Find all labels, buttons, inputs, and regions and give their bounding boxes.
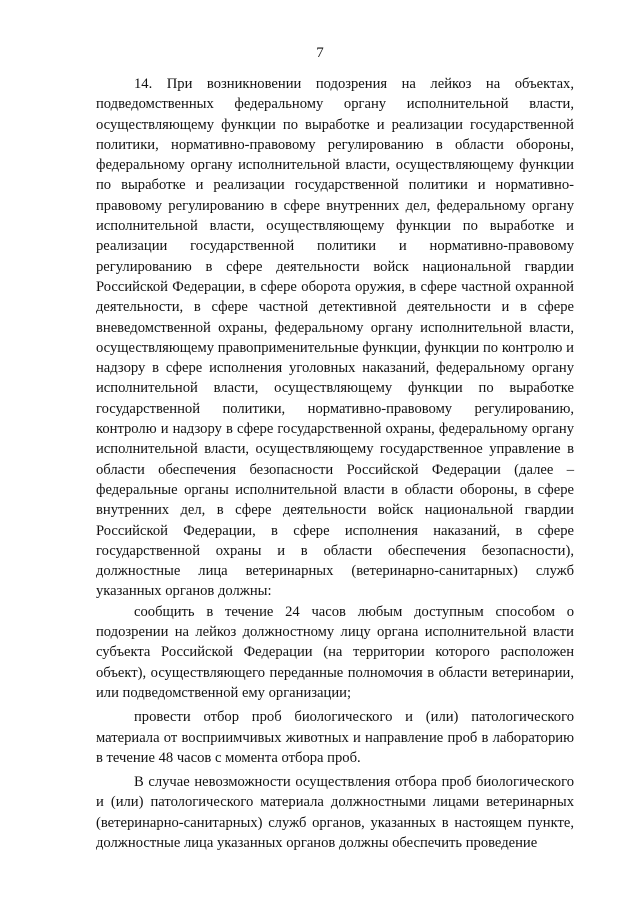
document-body: [96, 74, 574, 853]
paragraph-item-14: 14. При возникновении подозрения на лейкоз на объектах, подведомственных федеральному органу исполнительной власти, осуществляющему функции по выработке и реализации государственной политики, нормативно-правовому регулированию в области обороны, федеральному органу исполнительной власти, осуществляющему функции по выработке и реализации государственной политики и нормативно-правовому регулированию в сфере внутренних дел, федеральному органу исполнительной власти, осуществляющему функции по выработке и реализации государственной политики и нормативно-правовому регулированию в сфере деятельности войск национальной гвардии Российской Федерации, в сфере оборота оружия, в сфере частной охранной деятельности, в сфере частной детективной деятельности и в сфере вневедомственной охраны, федеральному органу исполнительной власти, осуществляющему правоприменительные функции, функции по контролю и надзору в сфере исполнения уголовных наказаний, федеральному органу исполнительной власти, осуществляющему функции по выработке государственной политики, нормативно-правовому регулированию, контролю и надзору в сфере государственной охраны, федеральному органу исполнительной власти, осуществляющему государственное управление в области обеспечения безопасности Российской Федерации (далее – федеральные органы исполнительной власти в области обороны, в сфере внутренних дел, в сфере деятельности войск национальной гвардии Российской Федерации, в сфере исполнения наказаний, в сфере государственной охраны и в области обеспечения безопасности), должностные лица ветеринарных (ветеринарно-санитарных) служб указанных органов должны:: [96, 76, 574, 600]
paragraph-impossibility-case: В случае невозможности осуществления отбора проб биологического и (или) патологического материала должностными лицами ветеринарных (ветеринарно-санитарных) служб органов, указанных в настоящем пункте, должностные лица указанных органов должны обеспечить проведение: [96, 774, 574, 851]
page-number: 7: [316, 45, 324, 61]
paragraph-sample-collection: провести отбор проб биологического и (или) патологического материала от восприимчивых животных и направление проб в лабораторию в течение 48 часов с момента отбора проб.: [96, 709, 574, 766]
paragraph-report-suspicion: сообщить в течение 24 часов любым доступным способом о подозрении на лейкоз должностному лицу органа исполнительной власти субъекта Российской Федерации (на территории которого расположен объект), осуществляющего переданные полномочия в области ветеринарии, или подведомственной ему организации;: [96, 603, 574, 701]
